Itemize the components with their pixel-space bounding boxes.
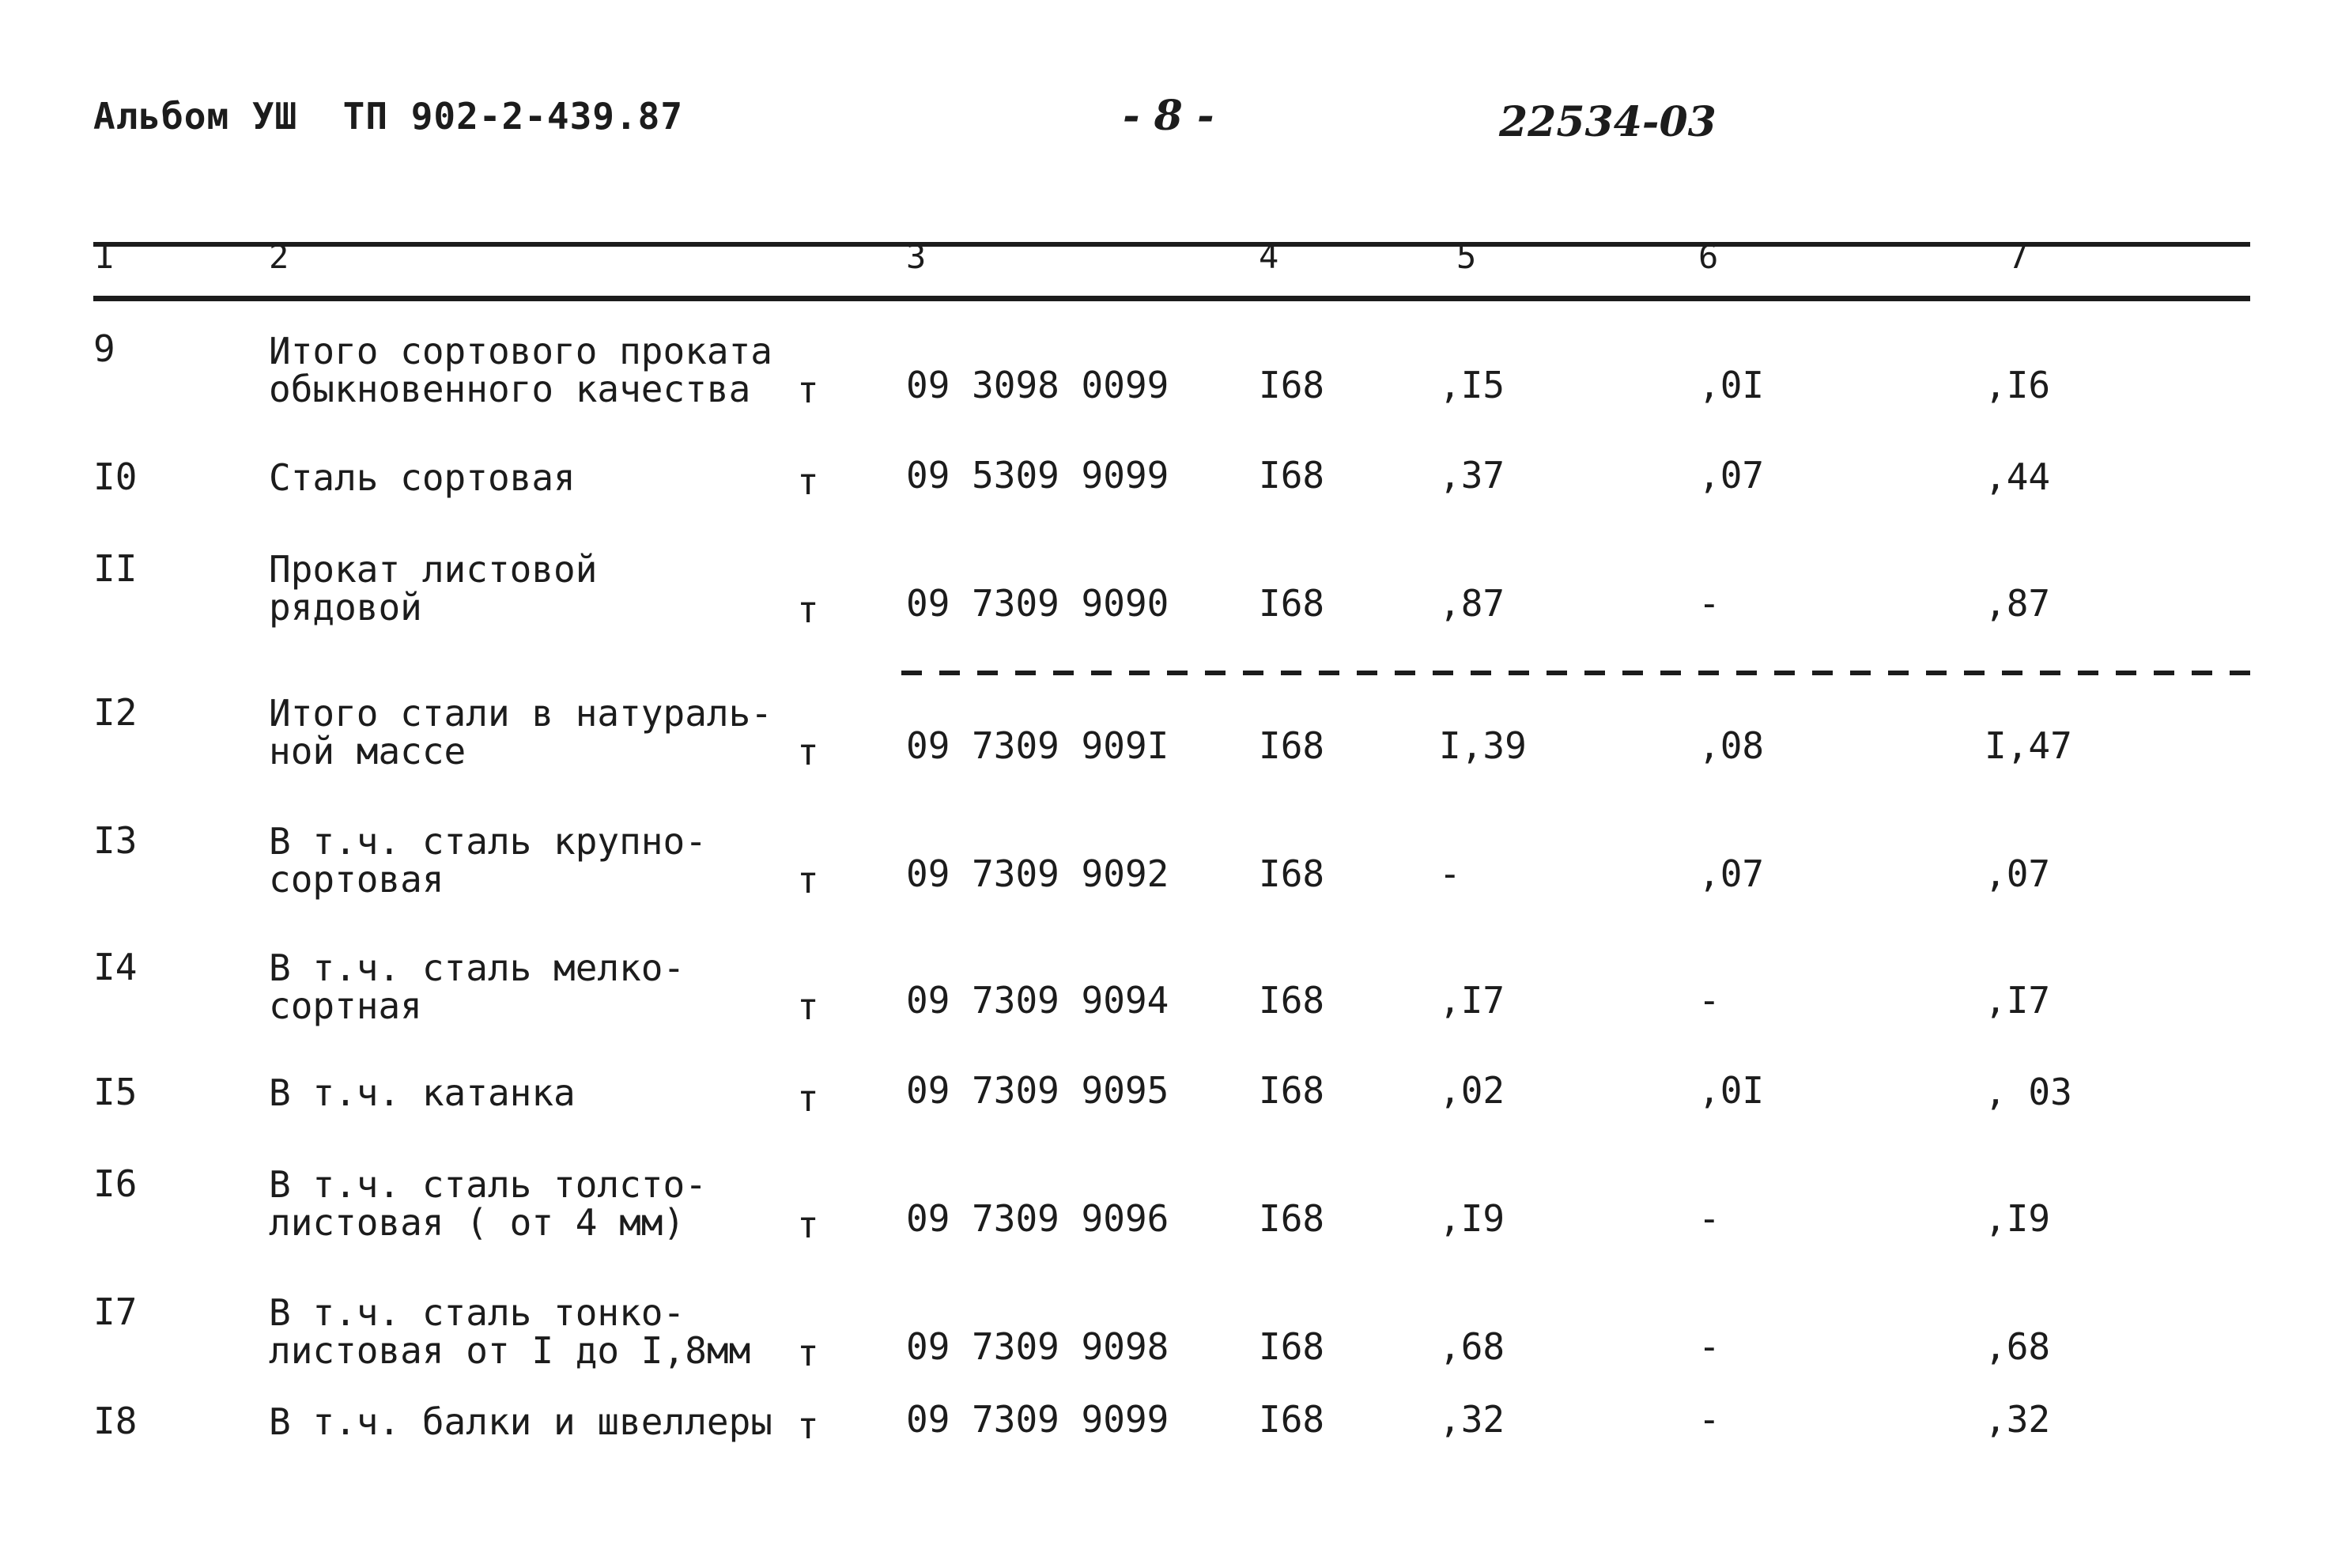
row-name: Итого стали в натураль- ной массе [269, 692, 772, 773]
page-number: - 8 - [1123, 92, 1214, 140]
row-unit: т [797, 368, 819, 411]
row-col7: ,I6 [1985, 364, 2051, 406]
row-col5: ,I5 [1439, 364, 1505, 406]
row-col4: I68 [1259, 1197, 1325, 1240]
row-code: 09 7309 909I [906, 724, 1169, 767]
row-col5: ,68 [1439, 1325, 1505, 1368]
row-unit: т [797, 985, 819, 1028]
row-number: I2 [93, 691, 138, 734]
row-col6: ,08 [1698, 724, 1765, 767]
dashed-separator [901, 671, 2250, 675]
row-name: В т.ч. катанка [269, 1071, 576, 1114]
column-header-1: I [95, 237, 115, 276]
row-col4: I68 [1259, 979, 1325, 1022]
row-name: В т.ч. сталь тонко- листовая от I до I,8мм [269, 1291, 751, 1372]
row-col7: ,I7 [1985, 979, 2051, 1022]
row-col4: I68 [1259, 582, 1325, 625]
document-reference: Альбом УШ ТП 902-2-439.87 [93, 95, 684, 138]
row-name: Сталь сортовая [269, 456, 576, 499]
row-col4: I68 [1259, 364, 1325, 406]
row-col7: ,44 [1985, 455, 2051, 498]
row-unit: т [797, 1332, 819, 1374]
column-header-6: 6 [1698, 237, 1719, 276]
row-col7: ,07 [1985, 852, 2051, 895]
row-code: 09 5309 9099 [906, 454, 1169, 497]
row-name: Прокат листовой рядовой [269, 548, 598, 629]
row-number: I6 [93, 1162, 138, 1205]
row-col7: I,47 [1985, 724, 2072, 767]
row-code: 09 7309 9098 [906, 1325, 1169, 1368]
row-col5: ,I7 [1439, 979, 1505, 1022]
row-col6: - [1698, 582, 1720, 625]
row-col6: ,07 [1698, 852, 1765, 895]
row-name: В т.ч. сталь мелко- сортная [269, 946, 685, 1027]
row-unit: т [797, 588, 819, 631]
row-unit: т [797, 1203, 819, 1246]
row-code: 09 7309 9090 [906, 582, 1169, 625]
row-col7: ,68 [1985, 1325, 2051, 1368]
row-code: 09 7309 9096 [906, 1197, 1169, 1240]
row-number: I3 [93, 819, 138, 862]
table-top-rule [93, 242, 2250, 247]
row-unit: т [797, 859, 819, 901]
row-col4: I68 [1259, 1325, 1325, 1368]
row-number: I5 [93, 1071, 138, 1113]
row-col6: - [1698, 1398, 1720, 1441]
column-header-4: 4 [1259, 237, 1279, 276]
row-number: I4 [93, 946, 138, 988]
row-col7: , 03 [1985, 1071, 2072, 1113]
row-col5: - [1439, 852, 1461, 895]
row-col6: - [1698, 1325, 1720, 1368]
row-number: I0 [93, 455, 138, 498]
row-col6: ,07 [1698, 454, 1765, 497]
row-col5: ,87 [1439, 582, 1505, 625]
row-col6: - [1698, 979, 1720, 1022]
row-col4: I68 [1259, 852, 1325, 895]
row-col6: - [1698, 1197, 1720, 1240]
row-col7: ,87 [1985, 582, 2051, 625]
row-col6: ,0I [1698, 1069, 1765, 1112]
row-name: В т.ч. сталь толсто- листовая ( от 4 мм) [269, 1163, 707, 1244]
column-header-5: 5 [1456, 237, 1477, 276]
table-header-rule [93, 296, 2250, 301]
row-col4: I68 [1259, 1069, 1325, 1112]
column-header-2: 2 [269, 237, 289, 276]
row-code: 09 3098 0099 [906, 364, 1169, 406]
row-unit: т [797, 1404, 819, 1447]
row-col5: ,32 [1439, 1398, 1505, 1441]
row-number: II [93, 547, 138, 590]
row-col5: ,02 [1439, 1069, 1505, 1112]
row-col7: ,32 [1985, 1398, 2051, 1441]
row-code: 09 7309 9099 [906, 1398, 1169, 1441]
row-col6: ,0I [1698, 364, 1765, 406]
row-name: Итого сортового проката обыкновенного качества [269, 330, 772, 410]
row-col4: I68 [1259, 454, 1325, 497]
row-code: 09 7309 9094 [906, 979, 1169, 1022]
row-name: В т.ч. сталь крупно- сортовая [269, 820, 707, 901]
row-col4: I68 [1259, 1398, 1325, 1441]
row-col5: I,39 [1439, 724, 1527, 767]
document-code: 22534-03 [1499, 98, 1717, 146]
column-header-3: 3 [906, 237, 927, 276]
row-unit: т [797, 1077, 819, 1120]
row-unit: т [797, 460, 819, 503]
row-col5: ,I9 [1439, 1197, 1505, 1240]
row-col7: ,I9 [1985, 1197, 2051, 1240]
column-header-7: 7 [2008, 237, 2029, 276]
row-code: 09 7309 9092 [906, 852, 1169, 895]
row-col4: I68 [1259, 724, 1325, 767]
row-col5: ,37 [1439, 454, 1505, 497]
row-number: I8 [93, 1400, 138, 1442]
row-number: 9 [93, 327, 115, 370]
row-code: 09 7309 9095 [906, 1069, 1169, 1112]
row-unit: т [797, 731, 819, 773]
row-number: I7 [93, 1290, 138, 1333]
row-name: В т.ч. балки и швеллеры [269, 1400, 772, 1443]
